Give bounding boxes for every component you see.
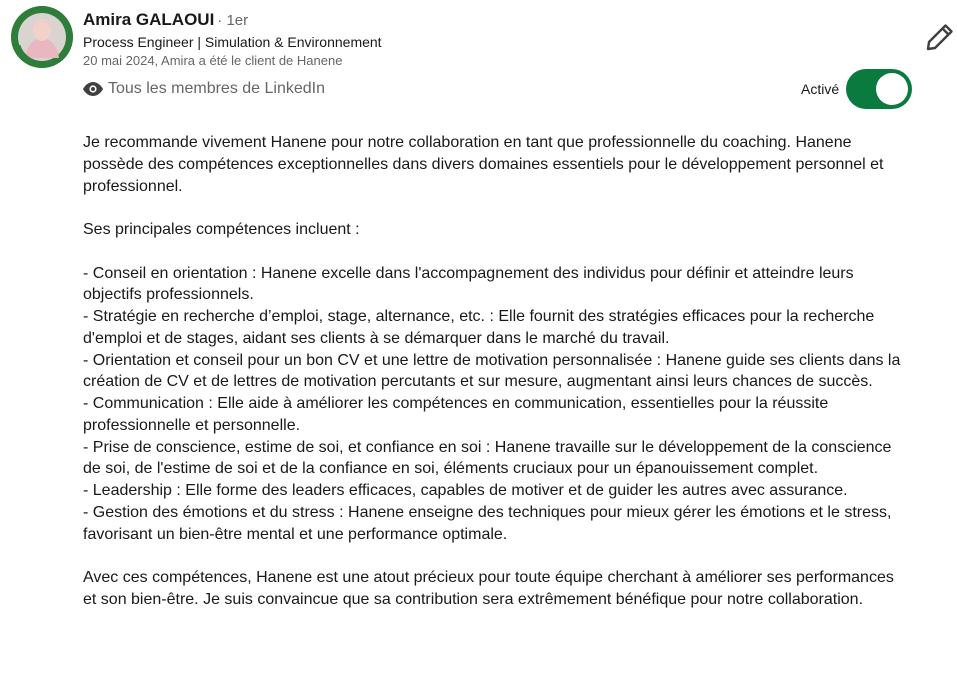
recommendation-date: 20 mai 2024, Amira a été le client de Hanene <box>83 53 343 68</box>
avatar-photo <box>11 6 73 68</box>
author-name-row <box>83 10 248 30</box>
toggle-knob <box>876 73 908 105</box>
author-headline: Process Engineer | Simulation & Environnement <box>83 34 382 50</box>
connection-degree: · 1er <box>217 12 249 29</box>
author-name[interactable]: Amira GALAOUI <box>83 10 215 29</box>
toggle-label: Activé <box>801 81 840 97</box>
visibility-toggle[interactable] <box>846 69 912 109</box>
edit-button[interactable] <box>925 22 955 52</box>
pencil-icon <box>925 22 955 52</box>
avatar[interactable] <box>11 6 73 68</box>
recommendation-text: Je recommande vivement Hanene pour notre collaboration en tant que professionnelle du coaching. Hanene possède des compétences exceptionnelles dans divers domaines essentiels pour le développement personnel et professionnel. Ses principales compétences incluent : - Conseil en orientation : Hanene excelle dans l'accompagnement des individus pour définir et atteindre leurs objectifs professionnels. - Stratégie en recherche d’emploi, stage, alternance, etc. : Elle fournit des stratégies efficaces pour la recherche d'emploi et de stages, aidant ses clients à se démarquer dans le marché du travail. - Orientation et conseil pour un bon CV et une lettre de motivation personnalisée : Hanene guide ses clients dans la création de CV et de lettres de motivation percutants et sur mesure, augmentant ainsi leurs chances de succès. - Communication : Elle aide à améliorer les compétences en communication, essentielles pour la réussite professionnelle et personnelle. - Prise de conscience, estime de soi, et confiance en soi : Hanene travaille sur le développement de la conscience de soi, de l'estime de soi et de la confiance en soi, éléments cruciaux pour un épanouissement complet. - Leadership : Elle forme des leaders efficaces, capables de motiver et de guider les autres avec assurance. - Gestion des émotions et du stress : Hanene enseigne des techniques pour mieux gérer les émotions et le stress, favorisant un bien-être mental et une performance optimale. Avec ces compétences, Hanene est une atout précieux pour toute équipe cherchant à améliorer ses performances et son bien-être. Je suis convaincue que sa contribution sera extrêmement bénéfique pour notre collaboration. <box>83 134 901 608</box>
visibility-setting <box>83 80 325 98</box>
eye-icon <box>83 82 103 96</box>
visibility-label: Tous les membres de LinkedIn <box>108 80 325 97</box>
